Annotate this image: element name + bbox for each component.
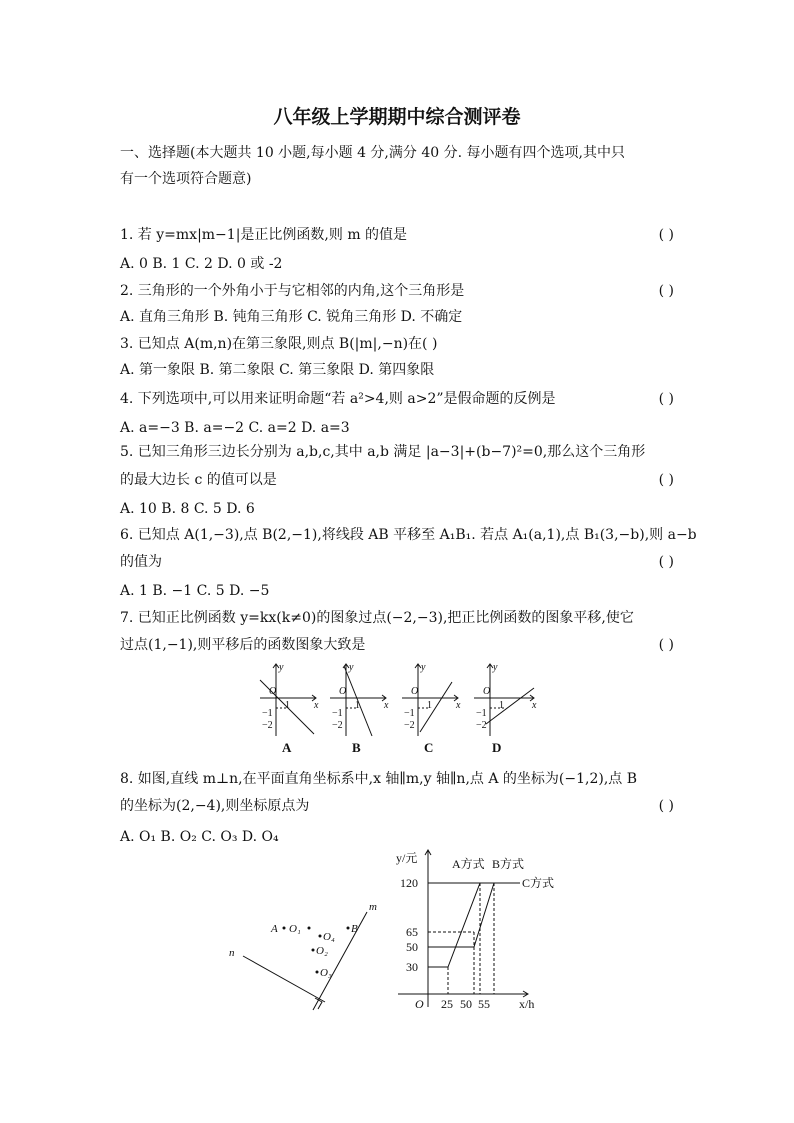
- q7-graph-options: [252, 658, 542, 758]
- graph-origin: O: [415, 997, 424, 1011]
- q7-stem-line1: 7. 已知正比例函数 y=kx(k≠0)的图象过点(−2,−3),把正比例函数的图象平移,使它: [120, 610, 634, 626]
- q4-options: A. a=−3 B. a=−2 C. a=2 D. a=3: [120, 420, 350, 436]
- x-tick-25: 25: [441, 997, 453, 1011]
- q7-answer-blank: ( ): [658, 637, 674, 653]
- q7-b-tick-1: 1: [355, 700, 360, 711]
- x-tick-55: 55: [478, 997, 490, 1011]
- q8-answer-blank: ( ): [658, 798, 674, 814]
- q7-d-y-label: y: [493, 662, 498, 673]
- q7-option-c-label: C: [424, 740, 434, 755]
- q7-d-x-label: x: [532, 700, 537, 711]
- q7-option-d-label: D: [492, 740, 502, 755]
- section-heading-line2: 有一个选项符合题意): [120, 171, 252, 187]
- label-o3: O₃: [320, 967, 332, 979]
- q8-figure: [225, 898, 390, 1018]
- q7-b-tick-m2: −2: [332, 720, 343, 731]
- y-axis-label: y/元: [396, 851, 418, 865]
- q1-options: A. 0 B. 1 C. 2 D. 0 或 -2: [120, 256, 283, 272]
- q7-d-origin: O: [483, 686, 491, 697]
- q7-a-tick-1: 1: [285, 700, 290, 711]
- line-m: [313, 912, 367, 1010]
- q7-c-x-label: x: [456, 700, 461, 711]
- y-tick-50: 50: [406, 940, 418, 954]
- q7-option-b-label: B: [352, 740, 361, 755]
- q8-options: A. O₁ B. O₂ C. O₃ D. O₄: [120, 829, 279, 845]
- q7-c-origin: O: [411, 686, 419, 697]
- q2-answer-blank: ( ): [658, 283, 674, 299]
- q7-a-origin: O: [269, 686, 277, 697]
- series-a-line: [428, 883, 480, 967]
- section-heading-line1: 一、选择题(本大题共 10 小题,每小题 4 分,满分 40 分. 每小题有四个选项,其中只: [120, 145, 625, 161]
- q7-d-tick-1: 1: [499, 700, 504, 711]
- q7-a-y-label: y: [279, 662, 284, 673]
- q7-d-tick-m1: −1: [476, 708, 487, 719]
- q7-a-tick-m2: −2: [262, 720, 273, 731]
- series-b-line: [428, 883, 494, 947]
- q7-a-x-label: x: [314, 700, 319, 711]
- series-b-label: B方式: [492, 857, 525, 871]
- q6-answer-blank: ( ): [658, 554, 674, 570]
- q7-option-a-label: A: [282, 740, 292, 755]
- label-b: B: [351, 923, 358, 935]
- q7-b-origin: O: [339, 686, 347, 697]
- point-o4-dot: [319, 935, 322, 938]
- q7-stem-line2: 过点(1,−1),则平移后的函数图象大致是: [120, 637, 366, 653]
- q4-answer-blank: ( ): [658, 391, 674, 407]
- point-b-dot: [347, 927, 350, 930]
- line-n: [243, 956, 325, 1002]
- page-title: 八年级上学期期中综合测评卷: [273, 106, 521, 128]
- q7-b-y-label: y: [349, 662, 354, 673]
- q7-a-tick-m1: −1: [262, 708, 273, 719]
- y-tick-65: 65: [406, 925, 418, 939]
- y-tick-30: 30: [406, 960, 418, 974]
- q5-stem-line2: 的最大边长 c 的值可以是: [120, 472, 277, 488]
- label-a: A: [271, 923, 278, 935]
- q5-stem-line1: 5. 已知三角形三边长分别为 a,b,c,其中 a,b 满足 |a−3|+(b−7)²=0,那么这个三角形: [120, 444, 646, 460]
- q1-stem: 1. 若 y=mx|m−1|是正比例函数,则 m 的值是: [120, 227, 408, 243]
- label-m: m: [369, 901, 377, 913]
- q2-options: A. 直角三角形 B. 钝角三角形 C. 锐角三角形 D. 不确定: [120, 309, 463, 325]
- series-a-label: A方式: [452, 857, 485, 871]
- y-tick-120: 120: [400, 876, 418, 890]
- point-o1-dot: [308, 927, 311, 930]
- q8-stem-line1: 8. 如图,直线 m⊥n,在平面直角坐标系中,x 轴∥m,y 轴∥n,点 A 的坐标为(−1,2),点 B: [120, 771, 638, 787]
- q7-c-tick-m2: −2: [404, 720, 415, 731]
- q7-c-tick-1: 1: [427, 700, 432, 711]
- q5-options: A. 10 B. 8 C. 5 D. 6: [120, 501, 255, 517]
- q6-stem-line2: 的值为: [120, 554, 162, 570]
- q1-answer-blank: ( ): [658, 227, 674, 243]
- point-o3-dot: [316, 971, 319, 974]
- point-a-dot: [283, 927, 286, 930]
- label-o1: O₁: [289, 923, 301, 935]
- q4-stem: 4. 下列选项中,可以用来证明命题“若 a²>4,则 a>2”是假命题的反例是: [120, 391, 556, 407]
- q3-options: A. 第一象限 B. 第二象限 C. 第三象限 D. 第四象限: [120, 362, 435, 378]
- q7-d-tick-m2: −2: [476, 720, 487, 731]
- q6-stem-line1: 6. 已知点 A(1,−3),点 B(2,−1),将线段 AB 平移至 A₁B₁. 若点 A₁(a,1),点 B₁(3,−b),则 a−b: [120, 527, 697, 543]
- q2-stem: 2. 三角形的一个外角小于与它相邻的内角,这个三角形是: [120, 283, 465, 299]
- q7-c-y-label: y: [421, 662, 426, 673]
- series-c-label: C方式: [522, 876, 555, 890]
- q7-b-tick-m1: −1: [332, 708, 343, 719]
- q6-options: A. 1 B. −1 C. 5 D. −5: [120, 583, 270, 599]
- cost-graph: [388, 842, 588, 1012]
- q7-c-tick-m1: −1: [404, 708, 415, 719]
- x-axis-label: x/h: [519, 997, 535, 1011]
- x-tick-50: 50: [460, 997, 472, 1011]
- label-o4: O₄: [323, 931, 335, 943]
- q5-answer-blank: ( ): [658, 472, 674, 488]
- q3-stem: 3. 已知点 A(m,n)在第三象限,则点 B(|m|,−n)在( ): [120, 336, 438, 352]
- q7-b-x-label: x: [384, 700, 389, 711]
- point-o2-dot: [312, 949, 315, 952]
- label-n: n: [229, 947, 235, 959]
- q8-stem-line2: 的坐标为(2,−4),则坐标原点为: [120, 798, 310, 814]
- label-o2: O₂: [316, 945, 328, 957]
